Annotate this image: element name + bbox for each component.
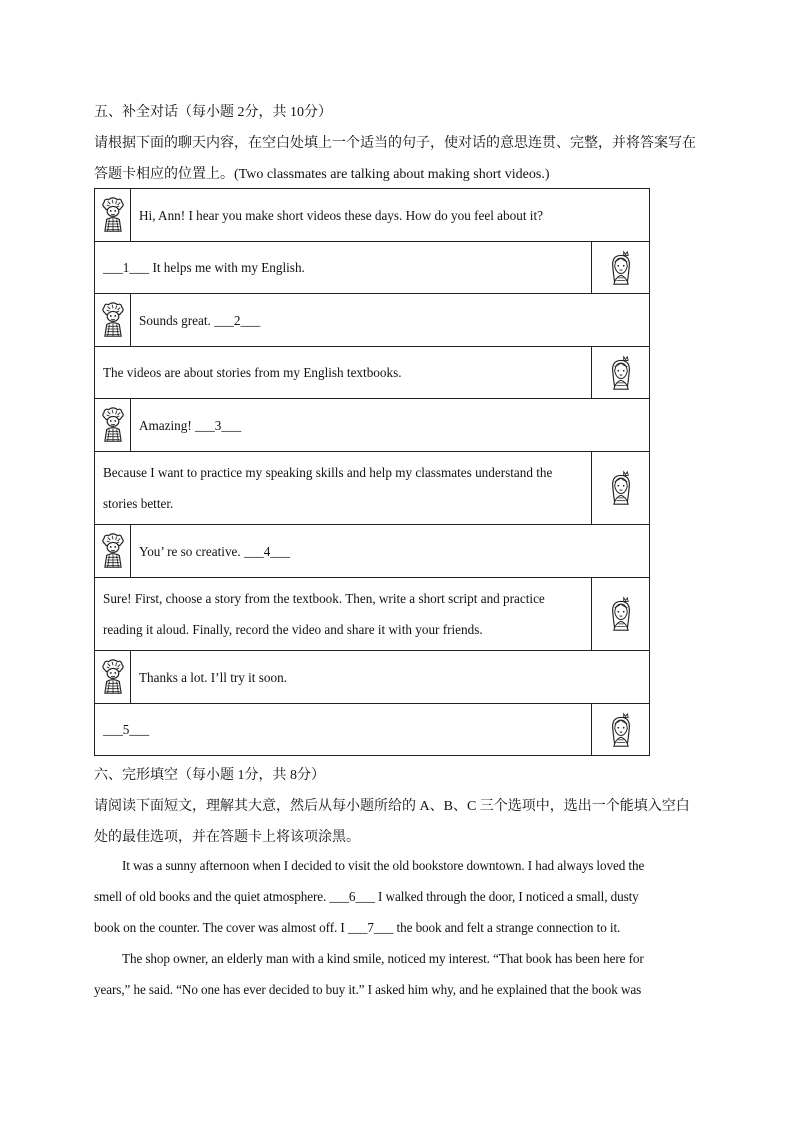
passage-line-1: It was a sunny afternoon when I decided to visit the old bookstore downtown. I had always loved the: [122, 858, 645, 873]
girl-avatar-icon: [592, 704, 650, 756]
dialog-line-8a: Sure! First, choose a story from the textbook. Then, write a short script and practice: [103, 591, 545, 606]
passage-line-5: years,” he said. “No one has ever decided to buy it.” I asked him why, and he explained that the book was: [94, 982, 642, 997]
dialog-row-9: [95, 651, 650, 704]
dialog-line-8b: reading it aloud. Finally, record the video and share it with your friends.: [103, 622, 483, 637]
section5-heading: 五、补全对话（每小题 2分，共 10分）: [94, 105, 332, 120]
dialog-line-10: ___5___: [103, 722, 150, 737]
section5-instruction-line2: 答题卡相应的位置上。(Two classmates are talking about making short videos.): [94, 167, 550, 182]
dialog-row-2: [95, 242, 650, 294]
section6-instruction-line1: 请阅读下面短文，理解其大意，然后从每小题所给的 A、B、C 三个选项中，选出一个能填入空白: [94, 799, 690, 814]
dialog-line-1: Hi, Ann! I hear you make short videos these days. How do you feel about it?: [139, 207, 543, 223]
dialog-line-6a: Because I want to practice my speaking skills and help my classmates understand the: [103, 465, 553, 480]
dialog-line-5: Amazing! ___3___: [139, 417, 242, 433]
girl-avatar-icon: [592, 242, 650, 294]
dialog-row-10: [95, 704, 650, 756]
dialog-line-9: Thanks a lot. I’ll try it soon.: [139, 669, 287, 685]
dialog-line-2: ___1___ It helps me with my English.: [103, 260, 305, 275]
dialog-row-1: [95, 189, 650, 242]
dialog-table: [94, 188, 650, 756]
boy-avatar-icon: [95, 294, 131, 347]
girl-avatar-icon: [592, 578, 650, 651]
passage-line-4: The shop owner, an elderly man with a kind smile, noticed my interest. “That book has been here for: [122, 951, 644, 966]
section5-instruction-line1: 请根据下面的聊天内容，在空白处填上一个适当的句子，使对话的意思连贯、完整，并将答案写在: [94, 136, 696, 151]
dialog-row-5: [95, 399, 650, 452]
boy-avatar-icon: [95, 525, 131, 578]
passage-line-3: book on the counter. The cover was almost off. I ___7___ the book and felt a strange connection to it.: [94, 920, 621, 935]
dialog-line-7: You’ re so creative. ___4___: [139, 543, 291, 559]
dialog-line-6b: stories better.: [103, 496, 174, 511]
passage-line-2: smell of old books and the quiet atmosphere. ___6___ I walked through the door, I noticed a small, dusty: [94, 889, 639, 904]
dialog-row-3: [95, 294, 650, 347]
dialog-row-7: [95, 525, 650, 578]
dialog-row-4: [95, 347, 650, 399]
dialog-line-3: Sounds great. ___2___: [139, 312, 261, 328]
girl-avatar-icon: [592, 452, 650, 525]
boy-avatar-icon: [95, 399, 131, 452]
boy-avatar-icon: [95, 651, 131, 704]
girl-avatar-icon: [592, 347, 650, 399]
dialog-row-6: [95, 452, 650, 525]
boy-avatar-icon: [95, 189, 131, 242]
section6-instruction-line2: 处的最佳选项，并在答题卡上将该项涂黑。: [94, 830, 360, 845]
dialog-row-8: [95, 578, 650, 651]
section6-heading: 六、完形填空（每小题 1分，共 8分）: [94, 768, 325, 783]
dialog-line-4: The videos are about stories from my English textbooks.: [103, 365, 402, 380]
